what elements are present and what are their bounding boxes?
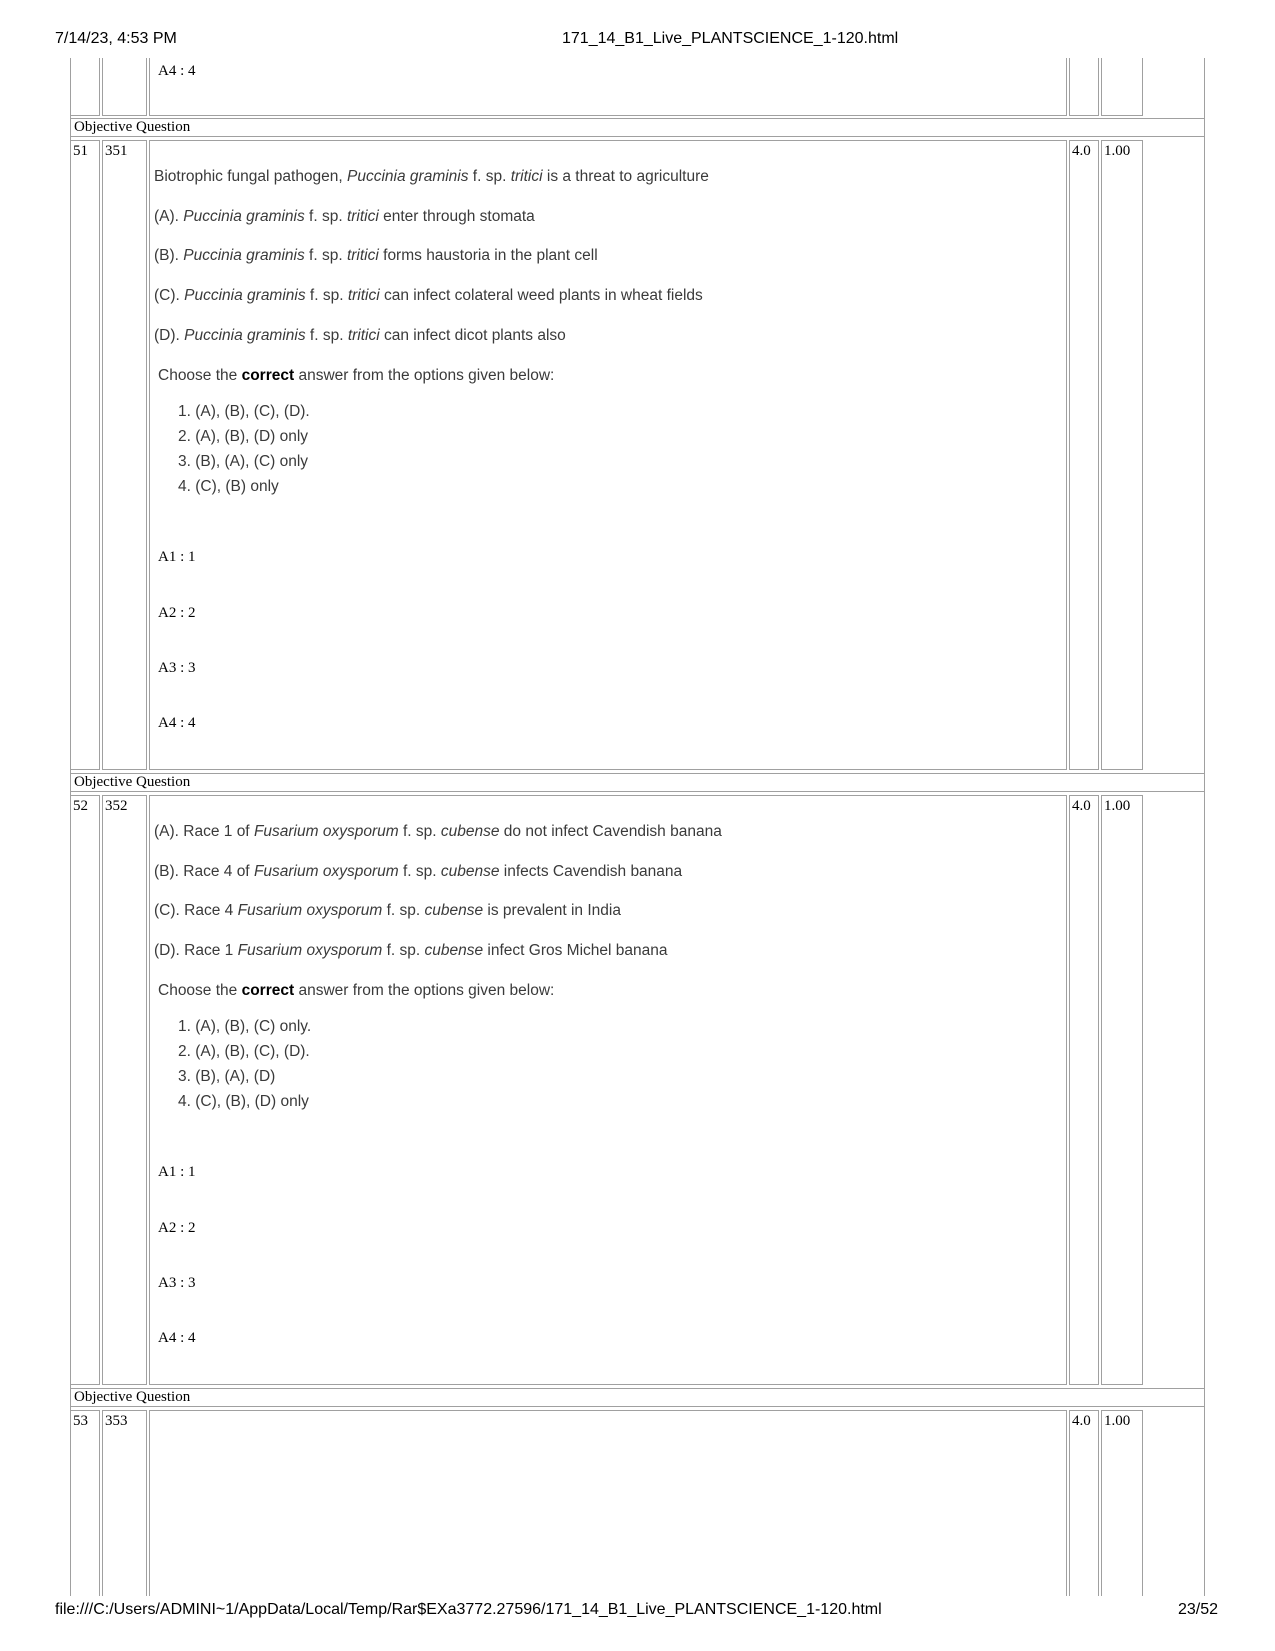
q51-option-3: 3. (B), (A), (C) only [178, 453, 309, 470]
q51-marks-cell: 4.0 [1069, 140, 1099, 770]
q51-answer-1: A1 : 1 [158, 549, 196, 565]
q51-sno-cell: 51 [70, 140, 100, 770]
q51-negative-cell: 1.00 [1101, 140, 1143, 770]
q52-option-3: 3. (B), (A), (D) [178, 1068, 276, 1085]
q51-stem: Biotrophic fungal pathogen, Puccinia graminis f. sp. tritici is a threat to agriculture [154, 168, 709, 185]
q52-statement-b: (B). Race 4 of Fusarium oxysporum f. sp. cubense infects Cavendish banana [154, 863, 683, 880]
q51-qid-cell: 351 [102, 140, 147, 770]
q51-options [178, 399, 310, 499]
section-header-53: Objective Question [70, 1388, 1205, 1407]
q51-option-1: 1. (A), (B), (C), (D). [178, 403, 310, 420]
q52-option-1: 1. (A), (B), (C) only. [178, 1018, 312, 1035]
print-datetime: 7/14/23, 4:53 PM [55, 30, 177, 47]
q51-answer-2: A2 : 2 [158, 605, 196, 621]
q52-option-4: 4. (C), (B), (D) only [178, 1093, 309, 1110]
q52-negative-cell: 1.00 [1101, 795, 1143, 1385]
q52-answer-1: A1 : 1 [158, 1164, 196, 1180]
q51-option-2: 2. (A), (B), (D) only [178, 428, 309, 445]
q52-answer-4: A4 : 4 [158, 1330, 196, 1346]
document-title: 171_14_B1_Live_PLANTSCIENCE_1-120.html [562, 30, 899, 47]
q51-instruction: Choose the correct answer from the options given below: [158, 367, 555, 384]
q52-marks-cell: 4.0 [1069, 795, 1099, 1385]
q51-answer-3: A3 : 3 [158, 660, 196, 676]
q52-option-2: 2. (A), (B), (C), (D). [178, 1043, 310, 1060]
q52-sno-cell: 52 [70, 795, 100, 1385]
q52-statement-c: (C). Race 4 Fusarium oxysporum f. sp. cubense is prevalent in India [154, 902, 621, 919]
q51-answer-4: A4 : 4 [158, 715, 196, 731]
q52-instruction: Choose the correct answer from the options given below: [158, 982, 555, 999]
q51-statement-c: (C). Puccinia graminis f. sp. tritici can infect colateral weed plants in wheat fields [154, 287, 703, 304]
page-number: 23/52 [1177, 1601, 1218, 1618]
q52-content-cell [149, 795, 1067, 1385]
section-header-52: Objective Question [70, 773, 1205, 792]
question-table [70, 58, 1205, 1596]
q52-statement-a: (A). Race 1 of Fusarium oxysporum f. sp. cubense do not infect Cavendish banana [154, 823, 722, 840]
q53-marks-cell: 4.0 [1069, 1410, 1099, 1596]
q51-option-4: 4. (C), (B) only [178, 478, 279, 495]
q53-qid-cell: 353 [102, 1410, 147, 1596]
q52-options [178, 1014, 311, 1114]
q53-sno-cell: 53 [70, 1410, 100, 1596]
q53-content-cell [149, 1410, 1067, 1596]
q52-qid-cell: 352 [102, 795, 147, 1385]
q52-answer-3: A3 : 3 [158, 1275, 196, 1291]
q51-statement-a: (A). Puccinia graminis f. sp. tritici enter through stomata [154, 208, 535, 225]
q51-statement-b: (B). Puccinia graminis f. sp. tritici forms haustoria in the plant cell [154, 247, 598, 264]
prev-answer-4: A4 : 4 [158, 63, 196, 79]
q53-negative-cell: 1.00 [1101, 1410, 1143, 1596]
prev-question-cell [149, 58, 1067, 116]
file-path: file:///C:/Users/ADMINI~1/AppData/Local/Temp/Rar$EXa3772.27596/171_14_B1_Live_PLANTSCIENCE_1-120.html [55, 1601, 882, 1618]
q52-answer-2: A2 : 2 [158, 1220, 196, 1236]
q51-statement-d: (D). Puccinia graminis f. sp. tritici can infect dicot plants also [154, 327, 566, 344]
q51-content-cell [149, 140, 1067, 770]
q52-statement-d: (D). Race 1 Fusarium oxysporum f. sp. cubense infect Gros Michel banana [154, 942, 668, 959]
section-header-51: Objective Question [70, 118, 1205, 137]
